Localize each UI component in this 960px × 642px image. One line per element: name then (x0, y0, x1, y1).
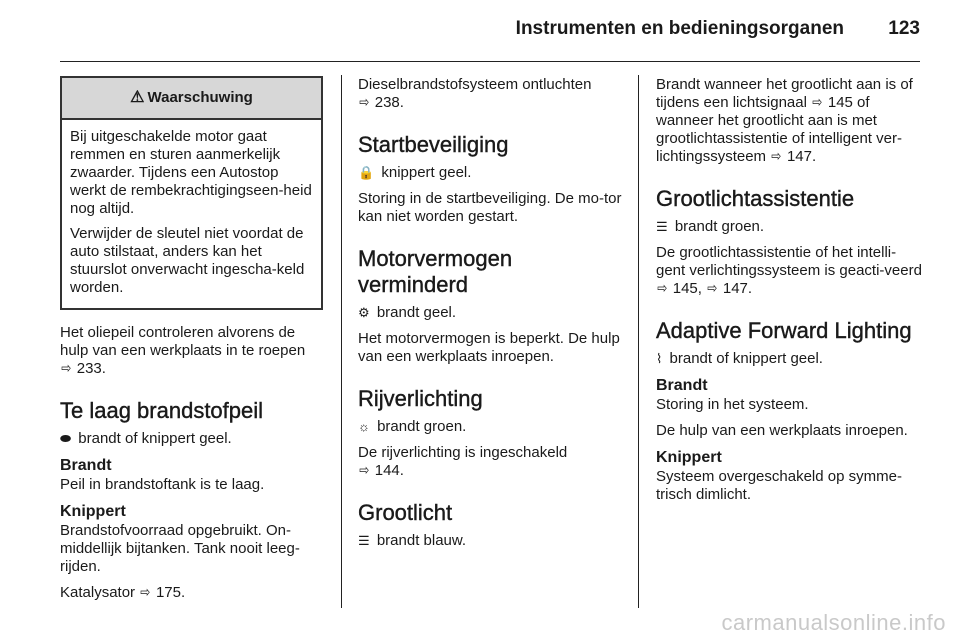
page-number: 123 (888, 18, 920, 39)
diesel-page-ref[interactable]: 238. (374, 94, 404, 111)
afl-knippert-text: Systeem overgeschakeld op symme-trisch dimlicht. (656, 468, 902, 503)
immobilizer-status (358, 164, 624, 182)
warning-title: Waarschuwing (147, 89, 253, 106)
diesel-text: Dieselbrandstofsysteem ontluchten (358, 76, 592, 93)
reference-arrow-icon: ⇨ (812, 94, 823, 111)
header-title: Instrumenten en bedieningsorganen (515, 18, 844, 39)
reference-arrow-icon: ⇨ (359, 462, 370, 479)
reference-arrow-icon: ⇨ (61, 360, 72, 377)
reference-arrow-icon: ⇨ (771, 148, 782, 165)
fuel-status-text: brandt of knippert geel. (78, 430, 232, 447)
immobilizer-heading: Startbeveiliging (358, 132, 509, 157)
afl-status (656, 350, 922, 368)
assist-page-ref-1[interactable]: 145, (672, 280, 702, 297)
fuel-level-icon: ⬬ (60, 431, 72, 446)
watermark: carmanualsonline.info (721, 610, 946, 635)
column-divider-2 (638, 75, 639, 608)
diesel-paragraph (358, 76, 624, 112)
high-beam-assist-heading: Grootlichtassistentie (656, 186, 855, 211)
high-beam-paragraph: Brandt wanneer het grootlicht aan is of tijdens een lichtsignaal ⇨ 145 of wanneer het grootlicht aan is met grootlichtassistentie of intelligent ver-lichtingssysteem ⇨ 147. (656, 76, 913, 165)
column-divider-1 (341, 75, 342, 608)
column-2 (358, 76, 624, 558)
daytime-running-light-icon: ☼ (358, 419, 370, 434)
daytime-light-page-ref[interactable]: 144. (374, 462, 404, 479)
high-beam-icon: ☰ (358, 533, 370, 548)
column-1 (60, 76, 323, 610)
daytime-light-text: De rijverlichting is ingeschakeld (358, 444, 568, 461)
oil-paragraph (60, 324, 323, 378)
engine-power-heading: Motorvermogen verminderd (358, 246, 513, 297)
immobilizer-text: Storing in de startbeveiliging. De mo-tor kan niet worden gestart. (358, 190, 622, 225)
warning-box (60, 76, 323, 310)
high-beam-status-text: brandt blauw. (376, 532, 467, 549)
reference-arrow-icon: ⇨ (140, 584, 151, 601)
high-beam-heading: Grootlicht (358, 500, 453, 525)
catalyst-text: Katalysator (60, 584, 136, 601)
engine-power-status-text: brandt geel. (376, 304, 457, 321)
engine-power-icon: ⚙ (358, 305, 370, 320)
afl-status-text: brandt of knippert geel. (669, 350, 823, 367)
high-beam-assist-paragraph: De grootlichtassistentie of het intelli-gent verlichtingssysteem is geacti-veerd ⇨ 145, ⇨ 147. (656, 244, 922, 297)
afl-brandt-text-2: De hulp van een werkplaats inroepen. (656, 422, 908, 439)
warning-paragraph-1: Bij uitgeschakelde motor gaat remmen en sturen aanmerkelijk zwaarder. Tijdens een Autostop werkt de rembekrachtigingseen-heid nog altijd. (70, 128, 312, 217)
engine-power-status (358, 304, 624, 322)
column-3 (656, 76, 922, 512)
high-beam-assist-icon: ☰ (656, 219, 668, 234)
oil-page-ref[interactable]: 233. (76, 360, 106, 377)
fuel-heading: Te laag brandstofpeil (60, 398, 264, 423)
warning-body (62, 120, 321, 308)
high-beam-page-ref-2[interactable]: 147. (786, 148, 817, 165)
page-header (60, 18, 920, 46)
fuel-status (60, 430, 323, 448)
reference-arrow-icon: ⇨ (707, 280, 718, 297)
daytime-light-status (358, 418, 624, 436)
catalyst-paragraph (60, 584, 323, 602)
afl-brandt-text: Storing in het systeem. (656, 396, 809, 413)
immobilizer-status-text: knippert geel. (381, 164, 472, 181)
header-divider (60, 61, 920, 62)
catalyst-page-ref[interactable]: 175. (155, 584, 186, 601)
immobilizer-icon: 🔒 (358, 165, 375, 180)
high-beam-status (358, 532, 624, 550)
reference-arrow-icon: ⇨ (359, 94, 370, 111)
reference-arrow-icon: ⇨ (657, 280, 668, 297)
knippert-text: Brandstofvoorraad opgebruikt. On-middellijk bijtanken. Tank nooit leeg-rijden. (60, 522, 300, 575)
afl-knippert-heading: Knippert (656, 449, 722, 466)
high-beam-assist-status (656, 218, 922, 236)
high-beam-assist-status-text: brandt groen. (674, 218, 765, 235)
daytime-light-paragraph (358, 444, 624, 480)
engine-power-text: Het motorvermogen is beperkt. De hulp van een werkplaats inroepen. (358, 330, 620, 365)
brandt-text: Peil in brandstoftank is te laag. (60, 476, 265, 493)
daytime-light-status-text: brandt groen. (377, 418, 467, 435)
afl-icon: ⌇ (656, 351, 663, 366)
knippert-heading: Knippert (60, 503, 126, 520)
daytime-light-heading: Rijverlichting (358, 386, 483, 411)
warning-triangle-icon: ⚠ (130, 89, 145, 106)
warning-paragraph-2: Verwijder de sleutel niet voordat de auto stilstaat, anders kan het stuurslot onverwacht ingescha-keld worden. (70, 225, 305, 296)
assist-page-ref-2[interactable]: 147. (722, 280, 753, 297)
oil-text: Het oliepeil controleren alvorens de hulp van een werkplaats in te roepen (60, 324, 306, 359)
brandt-heading: Brandt (60, 457, 112, 474)
warning-header (62, 78, 321, 120)
afl-heading: Adaptive Forward Lighting (656, 318, 912, 343)
afl-brandt-heading: Brandt (656, 377, 708, 394)
high-beam-page-ref-1[interactable]: 145 of (827, 94, 870, 111)
